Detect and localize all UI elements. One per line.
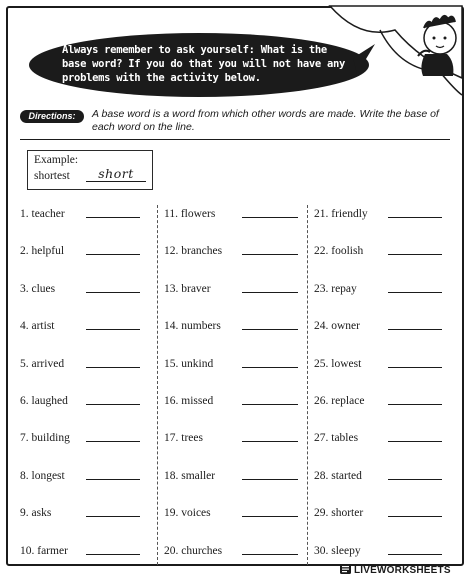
- word-item-label: 30. sleepy: [314, 544, 361, 557]
- column-divider: [307, 205, 308, 565]
- word-item-label: 20. churches: [164, 544, 223, 557]
- word-item: [314, 468, 444, 484]
- word-item: [314, 430, 444, 446]
- answer-blank[interactable]: [86, 217, 140, 218]
- word-item: [314, 206, 444, 222]
- word-item-label: 28. started: [314, 469, 362, 482]
- word-item: [20, 430, 142, 446]
- answer-blank[interactable]: [388, 217, 442, 218]
- word-item-label: 1. teacher: [20, 208, 65, 220]
- example-box: [27, 150, 153, 190]
- word-item: [20, 468, 142, 484]
- word-item-label: 29. shorter: [314, 507, 364, 520]
- word-item-label: 14. numbers: [164, 320, 221, 333]
- liveworksheets-logo: [340, 564, 451, 576]
- word-item-label: 24. owner: [314, 320, 360, 333]
- word-item: [314, 505, 444, 521]
- word-item-label: 27. tables: [314, 432, 359, 445]
- answer-blank[interactable]: [242, 217, 298, 218]
- liveworksheets-logo-icon: [340, 564, 351, 574]
- answer-blank[interactable]: [86, 479, 140, 480]
- word-item-label: 17. trees: [164, 432, 203, 445]
- speech-bubble-text: Always remember to ask yourself: What is the base word? If you do that you will not have any problems with the activity below.: [62, 44, 346, 84]
- word-item: [164, 281, 300, 297]
- answer-blank[interactable]: [86, 367, 140, 368]
- liveworksheets-brand: LIVEWORKSHEETS: [354, 565, 451, 576]
- answer-blank[interactable]: [86, 329, 140, 330]
- word-item-label: 15. unkind: [164, 357, 214, 370]
- answer-blank[interactable]: [86, 404, 140, 405]
- column-divider: [157, 205, 158, 565]
- answer-blank[interactable]: [388, 254, 442, 255]
- answer-blank[interactable]: [86, 516, 140, 517]
- word-item: [164, 468, 300, 484]
- word-item-label: 4. artist: [20, 320, 55, 333]
- answer-blank[interactable]: [86, 554, 140, 555]
- answer-blank[interactable]: [86, 441, 140, 442]
- word-item: [164, 393, 300, 409]
- word-item-label: 18. smaller: [164, 469, 216, 482]
- answer-blank[interactable]: [388, 329, 442, 330]
- answer-blank[interactable]: [388, 441, 442, 442]
- word-item-label: 21. friendly: [314, 208, 368, 220]
- answer-blank[interactable]: [388, 292, 442, 293]
- word-item: [314, 543, 444, 559]
- word-item-label: 2. helpful: [20, 245, 65, 258]
- answer-blank[interactable]: [388, 367, 442, 368]
- word-item: [164, 206, 300, 222]
- word-item: [314, 281, 444, 297]
- word-item: [20, 356, 142, 372]
- word-item: [314, 243, 444, 259]
- word-item-label: 22. foolish: [314, 245, 364, 258]
- answer-blank[interactable]: [86, 254, 140, 255]
- answer-blank[interactable]: [388, 554, 442, 555]
- word-item: [164, 243, 300, 259]
- directions-text: A base word is a word from which other words are made. Write the base of each word on the line.: [92, 108, 439, 133]
- word-item-label: 26. replace: [314, 395, 365, 407]
- section-divider: [20, 139, 450, 140]
- directions-badge: Directions:: [20, 110, 84, 123]
- word-item: [314, 356, 444, 372]
- word-item-label: 13. braver: [164, 282, 211, 295]
- answer-blank[interactable]: [388, 404, 442, 405]
- word-item-label: 3. clues: [20, 282, 56, 295]
- word-item-label: 11. flowers: [164, 208, 216, 220]
- word-item: [20, 543, 142, 559]
- answer-blank[interactable]: [242, 292, 298, 293]
- word-item-label: 9. asks: [20, 507, 52, 520]
- example-answer: short: [86, 167, 146, 182]
- word-item: [20, 281, 142, 297]
- answer-blank[interactable]: [242, 329, 298, 330]
- word-item: [20, 243, 142, 259]
- answer-blank[interactable]: [242, 367, 298, 368]
- word-item-label: 5. arrived: [20, 357, 65, 370]
- word-item-label: 10. farmer: [20, 544, 68, 557]
- word-item-label: 12. branches: [164, 245, 223, 258]
- word-item-label: 25. lowest: [314, 357, 362, 370]
- word-item: [20, 318, 142, 334]
- word-item-label: 23. repay: [314, 282, 357, 295]
- answer-blank[interactable]: [242, 254, 298, 255]
- word-item: [164, 430, 300, 446]
- example-word: shortest: [34, 170, 70, 182]
- word-item: [164, 505, 300, 521]
- answer-blank[interactable]: [242, 479, 298, 480]
- word-item-label: 8. longest: [20, 469, 65, 482]
- word-item: [164, 356, 300, 372]
- word-item: [314, 393, 444, 409]
- answer-blank[interactable]: [242, 441, 298, 442]
- word-item: [164, 543, 300, 559]
- example-label: Example:: [34, 154, 79, 166]
- answer-blank[interactable]: [388, 516, 442, 517]
- word-item-label: 7. building: [20, 432, 70, 445]
- word-item-label: 6. laughed: [20, 395, 68, 407]
- word-item-label: 19. voices: [164, 507, 211, 520]
- word-item: [164, 318, 300, 334]
- word-item-label: 16. missed: [164, 395, 214, 407]
- answer-blank[interactable]: [242, 516, 298, 517]
- word-item: [20, 206, 142, 222]
- word-item: [20, 505, 142, 521]
- answer-blank[interactable]: [388, 479, 442, 480]
- answer-blank[interactable]: [86, 292, 140, 293]
- word-item: [20, 393, 142, 409]
- answer-blank[interactable]: [242, 554, 298, 555]
- answer-blank[interactable]: [242, 404, 298, 405]
- word-item: [314, 318, 444, 334]
